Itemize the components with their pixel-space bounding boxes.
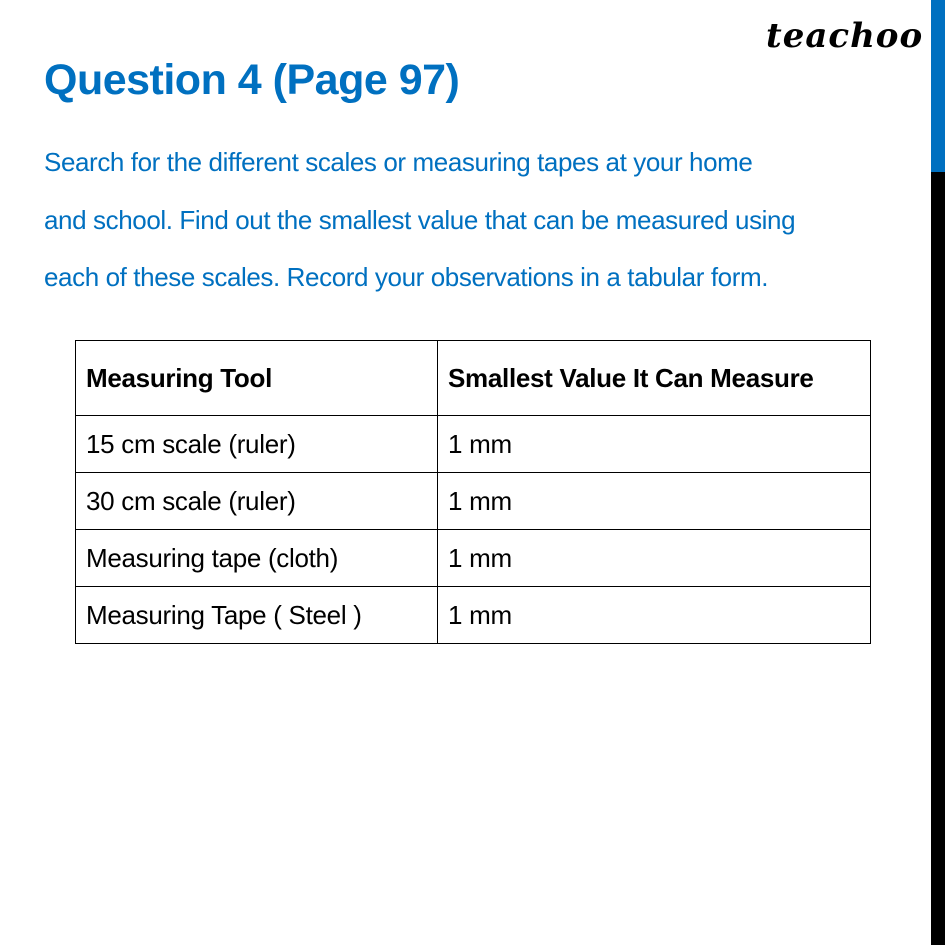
value-cell: 1 mm [438, 473, 871, 530]
question-text [44, 134, 924, 307]
table-row [76, 530, 871, 587]
tool-cell: 15 cm scale (ruler) [76, 416, 438, 473]
page-title: Question 4 (Page 97) [44, 56, 460, 104]
table-header-row [76, 341, 871, 416]
sidebar-accent-bar [931, 0, 945, 172]
sidebar-dark-bar [931, 172, 945, 945]
teachoo-logo: teachoo [766, 16, 924, 56]
observations-table [75, 340, 871, 644]
column-header: Measuring Tool [76, 341, 438, 416]
tool-cell: 30 cm scale (ruler) [76, 473, 438, 530]
tool-cell: Measuring Tape ( Steel ) [76, 587, 438, 644]
table-row [76, 416, 871, 473]
table-row [76, 587, 871, 644]
column-header: Smallest Value It Can Measure [438, 341, 871, 416]
question-line: each of these scales. Record your observations in a tabular form. [44, 262, 769, 292]
table-row [76, 473, 871, 530]
tool-cell: Measuring tape (cloth) [76, 530, 438, 587]
value-cell: 1 mm [438, 587, 871, 644]
value-cell: 1 mm [438, 416, 871, 473]
question-line: and school. Find out the smallest value that can be measured using [44, 204, 796, 235]
value-cell: 1 mm [438, 530, 871, 587]
question-line: Search for the different scales or measuring tapes at your home [44, 147, 753, 177]
